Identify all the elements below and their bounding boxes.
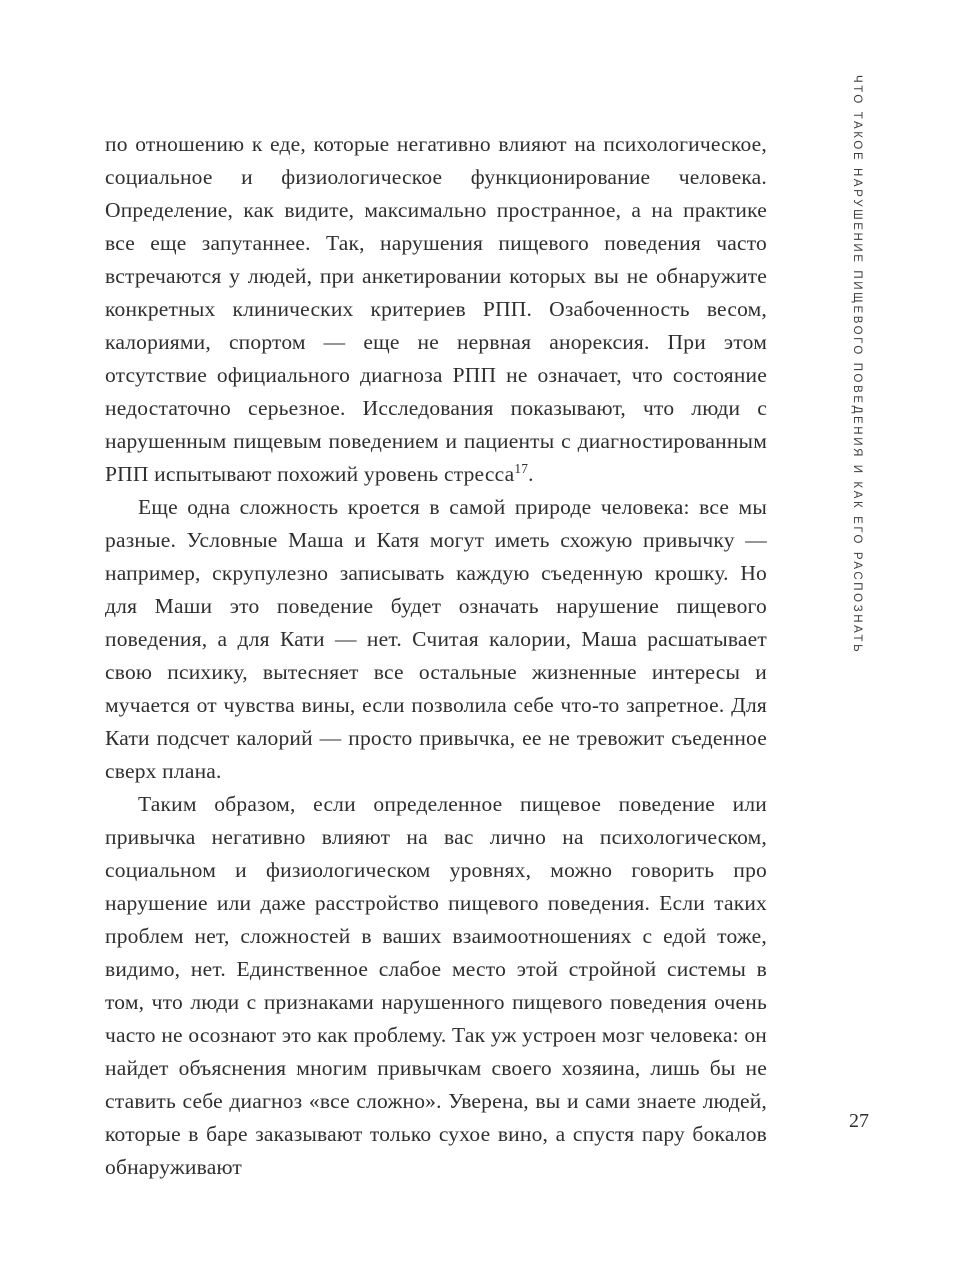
paragraph-1: [105, 128, 767, 491]
paragraph-3: Таким образом, если определенное пищевое поведение или привычка негативно влияют на вас лично на психологическом, социальном и физиологическом уровнях, можно говорить про нарушение или даже расстройство пищевого поведения. Если таких проблем нет, сложностей в ваших взаимоотношениях с едой тоже, видимо, нет. Единственное слабое место этой стройной системы в том, что люди с признаками нарушенного пищевого поведения очень часто не осознают это как проблему. Так уж устроен мозг человека: он найдет объяснения многим привычкам своего хозяина, лишь бы не ставить себе диагноз «все сложно». Уверена, вы и сами знаете людей, которые в баре заказывают только сухое вино, а спустя пару бокалов обнаруживают: [105, 792, 767, 1179]
footnote-ref-17: 17: [514, 460, 529, 476]
page-number: 27: [849, 1110, 869, 1132]
paragraph-1-tail: .: [528, 462, 534, 486]
chapter-running-head: ЧТО ТАКОЕ НАРУШЕНИЕ ПИЩЕВОГО ПОВЕДЕНИЯ И КАК ЕГО РАСПОЗНАТЬ: [851, 75, 863, 655]
paragraph-1-text: по отношению к еде, которые негативно влияют на психологическое, социальное и физиологическое функционирование человека. Определение, как видите, максимально пространное, а на практике все еще запутаннее. Так, нарушения пищевого поведения часто встречаются у людей, при анкетировании которых вы не обнаружите конкретных клинических критериев РПП. Озабоченность весом, калориями, спортом — еще не нервная анорексия. При этом отсутствие официального диагноза РПП не означает, что состояние недостаточно серьезное. Исследования показывают, что люди с нарушенным пищевым поведением и пациенты с диагностированным РПП испытывают похожий уровень стресса: [105, 132, 767, 486]
paragraph-2: Еще одна сложность кроется в самой природе человека: все мы разные. Условные Маша и Катя могут иметь схожую привычку — например, скрупулезно записывать каждую съеденную крошку. Но для Маши это поведение будет означать нарушение пищевого поведения, а для Кати — нет. Считая калории, Маша расшатывает свою психику, вытесняет все остальные жизненные интересы и мучается от чувства вины, если позволила себе что-то запретное. Для Кати подсчет калорий — просто привычка, ее не тревожит съеденное сверх плана.: [105, 495, 767, 783]
body-text-block: [105, 128, 767, 1184]
